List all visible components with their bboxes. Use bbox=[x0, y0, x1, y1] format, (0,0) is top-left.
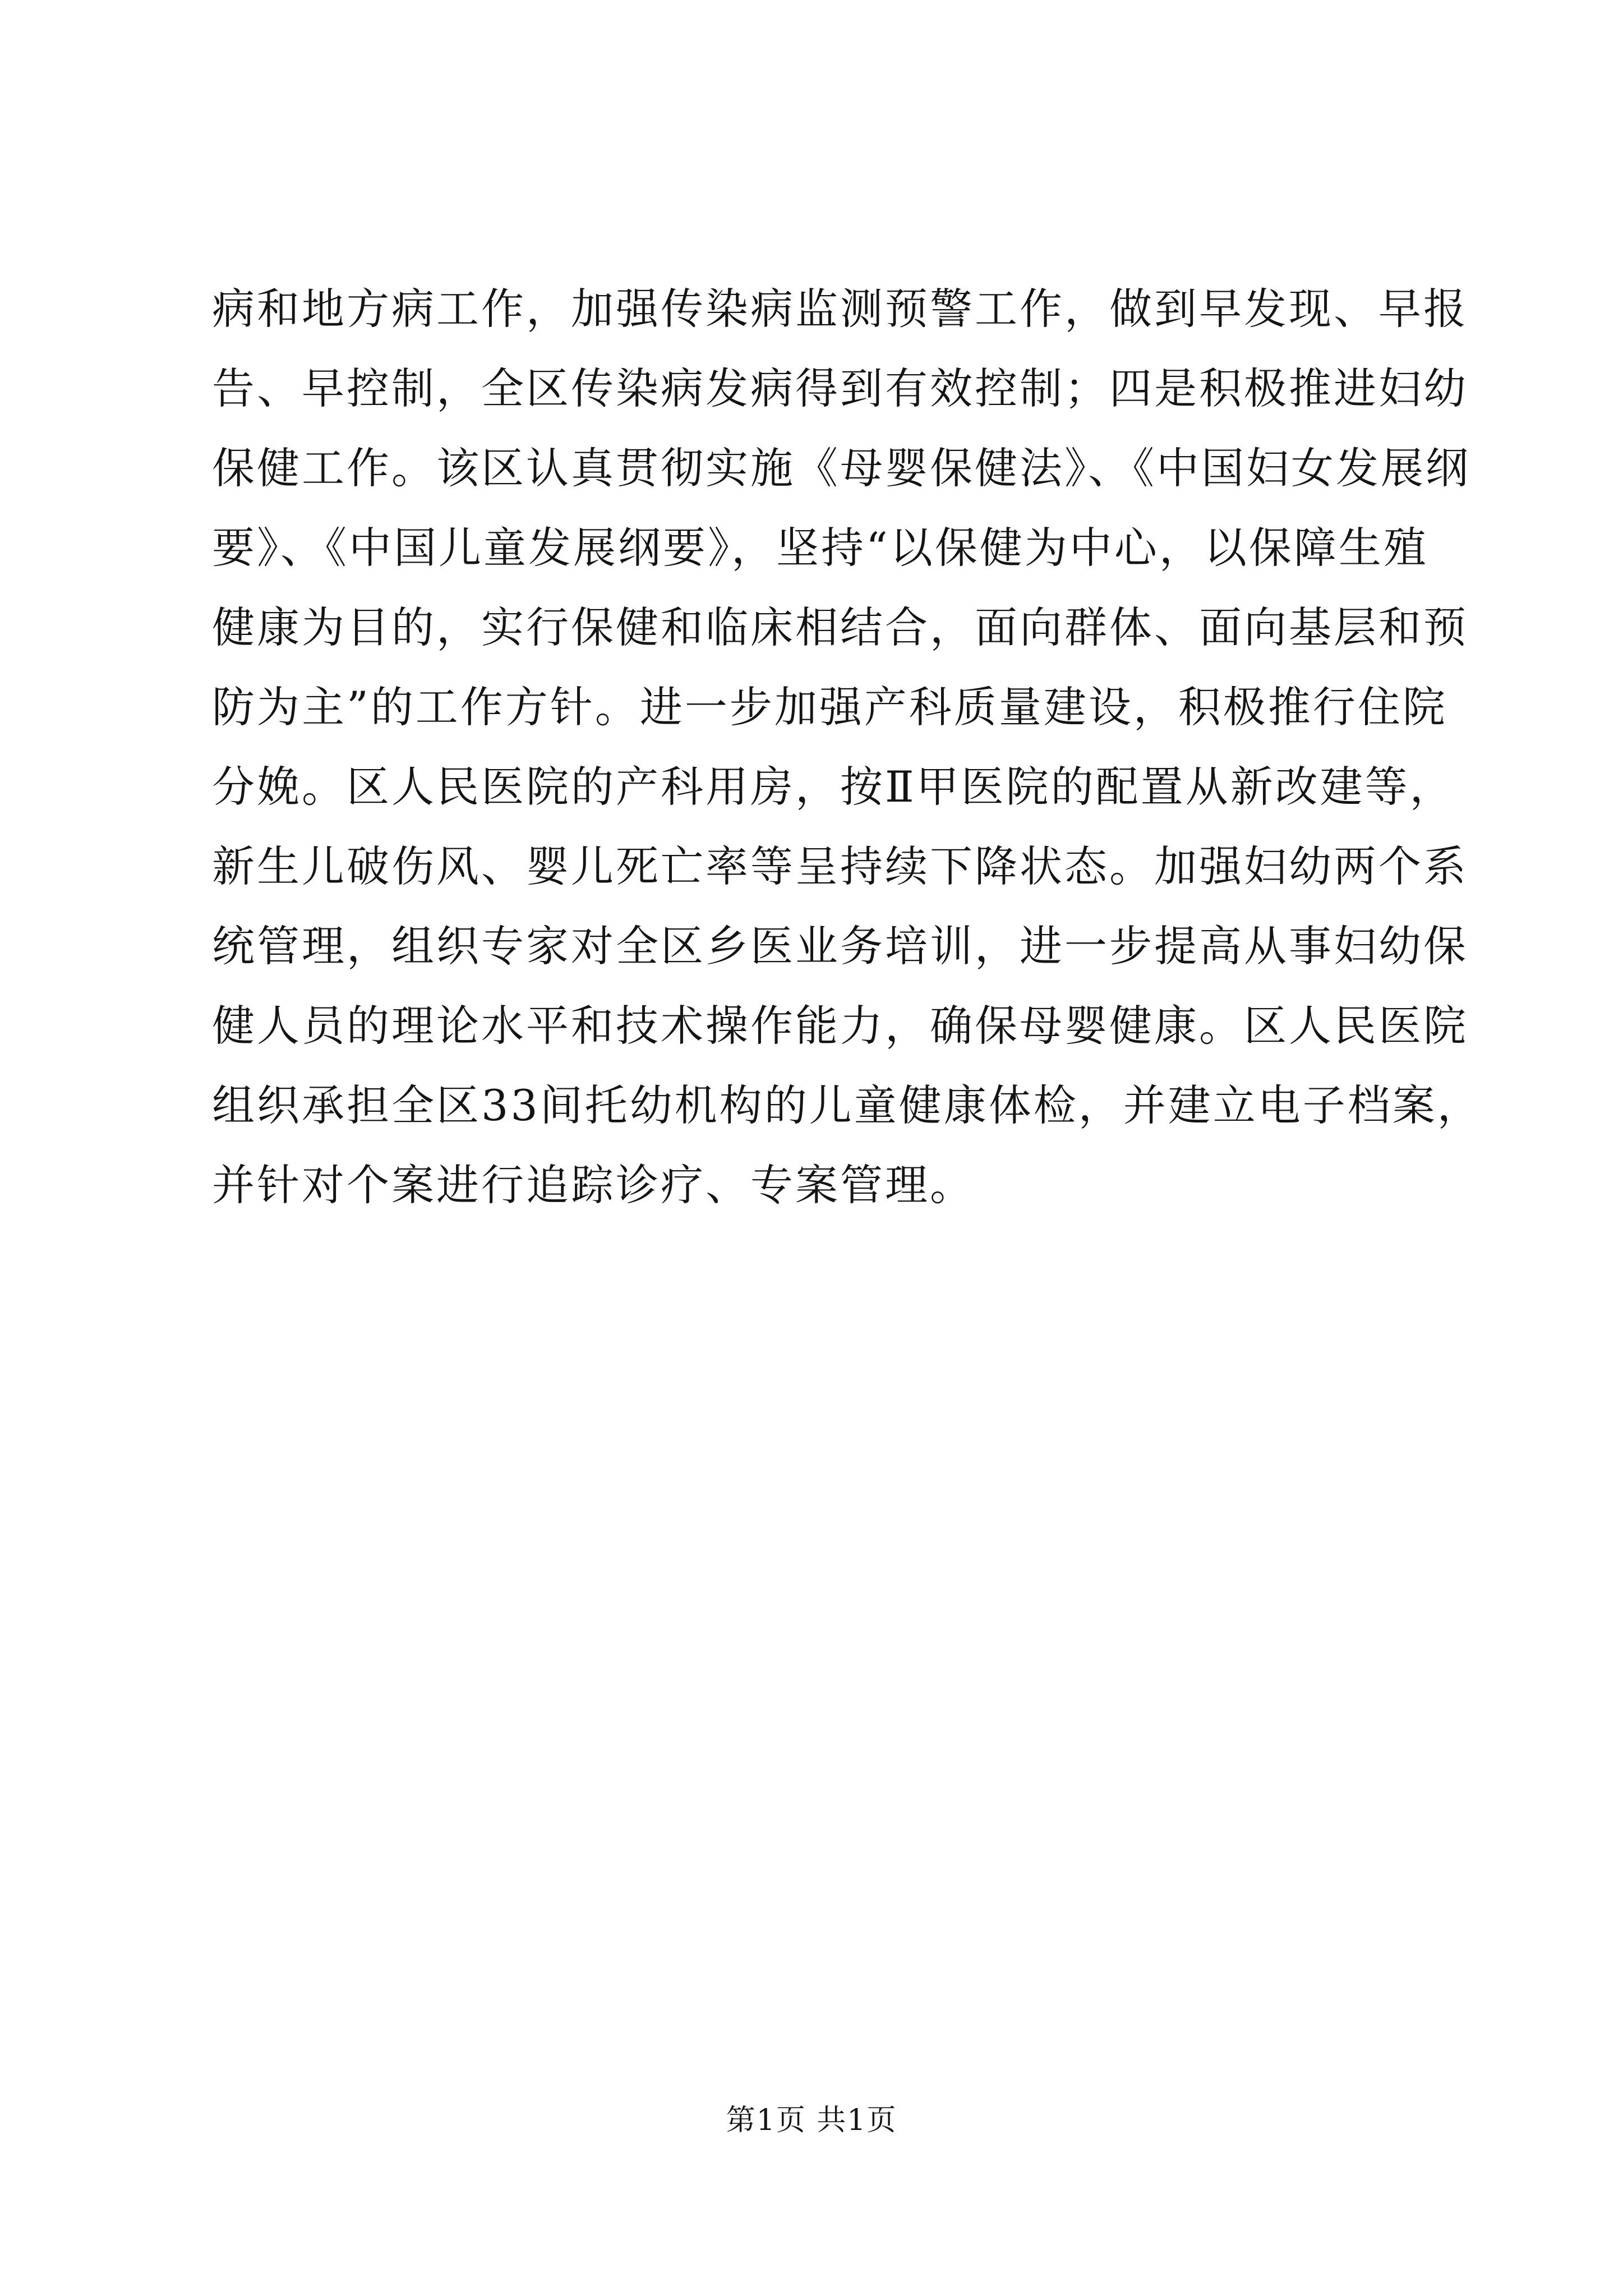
text-line: 组织承担全区33间托幼机构的儿童健康体检，并建立电子档案， bbox=[212, 1080, 1482, 1130]
body-paragraph bbox=[212, 269, 1482, 1225]
text-line: 防为主”的工作方针。进一步加强产科质量建设，积极推行住院 bbox=[212, 682, 1447, 732]
page-footer: 第1页 共1页 bbox=[726, 2104, 897, 2137]
text-line: 统管理，组织专家对全区乡医业务培训，进一步提高从事妇幼保 bbox=[212, 921, 1468, 971]
text-line: 新生儿破伤风、婴儿死亡率等呈持续下降状态。加强妇幼两个系 bbox=[212, 841, 1468, 891]
text-line: 告、早控制，全区传染病发病得到有效控制；四是积极推进妇幼 bbox=[212, 364, 1468, 413]
text-line: 要》、《中国儿童发展纲要》，坚持“以保健为中心，以保障生殖 bbox=[212, 523, 1428, 573]
text-line: 健人员的理论水平和技术操作能力，确保母婴健康。区人民医院 bbox=[212, 1001, 1468, 1051]
text-line: 健康为目的，实行保健和临床相结合，面向群体、面向基层和预 bbox=[212, 602, 1468, 652]
text-line: 并针对个案进行追踪诊疗、专案管理。 bbox=[212, 1160, 975, 1210]
text-line: 保健工作。该区认真贯彻实施《母婴保健法》、《中国妇女发展纲 bbox=[212, 443, 1470, 493]
text-line: 病和地方病工作，加强传染病监测预警工作，做到早发现、早报 bbox=[212, 284, 1468, 334]
text-line: 分娩。区人民医院的产科用房，按Ⅱ甲医院的配置从新改建等， bbox=[212, 762, 1455, 812]
